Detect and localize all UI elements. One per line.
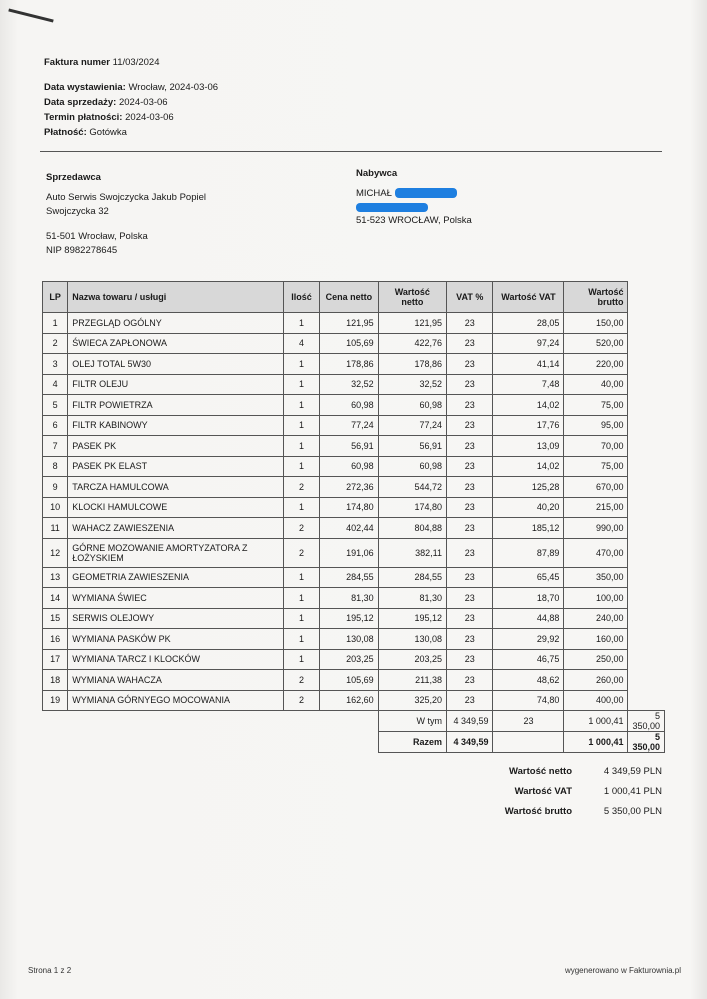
invoice-number	[44, 57, 159, 69]
item-unit-net: 130,08	[320, 629, 379, 650]
item-name: WYMIANA TARCZ I KLOCKÓW	[68, 649, 284, 670]
payment-method	[44, 127, 127, 139]
item-lp: 9	[43, 477, 68, 498]
item-net: 195,12	[378, 608, 446, 629]
item-net: 81,30	[378, 588, 446, 609]
item-net: 804,88	[378, 518, 446, 539]
seller-street: Swojczycka 32	[46, 206, 109, 217]
item-lp: 3	[43, 354, 68, 375]
item-unit-net: 121,95	[320, 313, 379, 334]
item-net: 325,20	[378, 690, 446, 711]
item-net: 60,98	[378, 456, 446, 477]
item-gross: 100,00	[564, 588, 628, 609]
summary-net	[490, 766, 662, 786]
table-header-row	[43, 282, 665, 313]
item-net: 544,72	[378, 477, 446, 498]
item-vat: 14,02	[493, 456, 564, 477]
col-unit-net: Cena netto	[320, 282, 379, 313]
table-row	[43, 567, 665, 588]
item-vat: 74,80	[493, 690, 564, 711]
item-name: GEOMETRIA ZAWIESZENIA	[68, 567, 284, 588]
summary-gross	[490, 806, 662, 826]
item-lp: 14	[43, 588, 68, 609]
item-qty: 1	[284, 497, 320, 518]
item-lp: 19	[43, 690, 68, 711]
total-vat-rate	[493, 732, 564, 753]
subtotal-vat: 1 000,41	[564, 711, 628, 732]
item-vat-rate: 23	[447, 497, 493, 518]
table-row	[43, 518, 665, 539]
item-vat: 29,92	[493, 629, 564, 650]
item-vat: 65,45	[493, 567, 564, 588]
item-unit-net: 402,44	[320, 518, 379, 539]
col-name: Nazwa towaru / usługi	[68, 282, 284, 313]
item-gross: 215,00	[564, 497, 628, 518]
item-unit-net: 284,55	[320, 567, 379, 588]
summary-gross-value: 5 350,00 PLN	[603, 806, 662, 817]
table-row	[43, 313, 665, 334]
buyer-title: Nabywca	[356, 168, 398, 179]
page-number: Strona 1 z 2	[28, 966, 72, 975]
item-vat: 14,02	[493, 395, 564, 416]
subtotal-net: 4 349,59	[447, 711, 493, 732]
item-vat: 41,14	[493, 354, 564, 375]
item-net: 121,95	[378, 313, 446, 334]
item-vat: 48,62	[493, 670, 564, 691]
buyer-block	[356, 168, 606, 227]
item-gross: 670,00	[564, 477, 628, 498]
item-name: GÓRNE MOZOWANIE AMORTYZATORA Z ŁOŻYSKIEM	[68, 538, 284, 567]
item-gross: 150,00	[564, 313, 628, 334]
table-row	[43, 415, 665, 436]
item-gross: 240,00	[564, 608, 628, 629]
item-unit-net: 191,06	[320, 538, 379, 567]
item-qty: 2	[284, 690, 320, 711]
item-gross: 40,00	[564, 374, 628, 395]
item-vat-rate: 23	[447, 518, 493, 539]
item-unit-net: 203,25	[320, 649, 379, 670]
redaction-mark	[356, 203, 428, 212]
item-vat-rate: 23	[447, 690, 493, 711]
item-gross: 250,00	[564, 649, 628, 670]
item-unit-net: 60,98	[320, 395, 379, 416]
item-lp: 5	[43, 395, 68, 416]
item-gross: 470,00	[564, 538, 628, 567]
item-vat: 28,05	[493, 313, 564, 334]
item-vat: 44,88	[493, 608, 564, 629]
table-row	[43, 649, 665, 670]
seller-block	[46, 172, 296, 257]
item-net: 56,91	[378, 436, 446, 457]
item-net: 178,86	[378, 354, 446, 375]
item-unit-net: 195,12	[320, 608, 379, 629]
item-vat-rate: 23	[447, 333, 493, 354]
item-gross: 70,00	[564, 436, 628, 457]
item-vat-rate: 23	[447, 395, 493, 416]
item-name: WYMIANA ŚWIEC	[68, 588, 284, 609]
item-lp: 15	[43, 608, 68, 629]
item-name: WYMIANA PASKÓW PK	[68, 629, 284, 650]
payment-label: Płatność:	[44, 127, 87, 138]
table-row	[43, 477, 665, 498]
item-qty: 1	[284, 313, 320, 334]
item-qty: 1	[284, 608, 320, 629]
table-row	[43, 333, 665, 354]
item-vat-rate: 23	[447, 629, 493, 650]
col-qty: Ilość	[284, 282, 320, 313]
item-vat-rate: 23	[447, 608, 493, 629]
item-lp: 1	[43, 313, 68, 334]
item-vat: 13,09	[493, 436, 564, 457]
item-name: WAHACZ ZAWIESZENIA	[68, 518, 284, 539]
item-qty: 1	[284, 649, 320, 670]
col-lp: LP	[43, 282, 68, 313]
item-lp: 16	[43, 629, 68, 650]
item-gross: 160,00	[564, 629, 628, 650]
item-qty: 1	[284, 588, 320, 609]
table-row	[43, 456, 665, 477]
item-qty: 2	[284, 538, 320, 567]
item-name: OLEJ TOTAL 5W30	[68, 354, 284, 375]
item-name: KLOCKI HAMULCOWE	[68, 497, 284, 518]
item-unit-net: 56,91	[320, 436, 379, 457]
item-qty: 1	[284, 567, 320, 588]
item-vat: 46,75	[493, 649, 564, 670]
item-lp: 6	[43, 415, 68, 436]
summary-box	[490, 766, 662, 826]
item-net: 174,80	[378, 497, 446, 518]
item-unit-net: 174,80	[320, 497, 379, 518]
item-qty: 2	[284, 670, 320, 691]
item-qty: 1	[284, 354, 320, 375]
item-unit-net: 162,60	[320, 690, 379, 711]
seller-city: 51-501 Wrocław, Polska	[46, 231, 148, 242]
item-unit-net: 81,30	[320, 588, 379, 609]
item-vat: 97,24	[493, 333, 564, 354]
item-vat: 40,20	[493, 497, 564, 518]
item-net: 211,38	[378, 670, 446, 691]
summary-net-label: Wartość netto	[509, 766, 572, 777]
items-table	[42, 281, 665, 753]
item-lp: 17	[43, 649, 68, 670]
item-qty: 1	[284, 395, 320, 416]
item-unit-net: 105,69	[320, 670, 379, 691]
payment-value: Gotówka	[89, 127, 127, 138]
item-gross: 520,00	[564, 333, 628, 354]
item-vat-rate: 23	[447, 538, 493, 567]
item-net: 32,52	[378, 374, 446, 395]
item-qty: 2	[284, 518, 320, 539]
subtotal-vat-rate: 23	[493, 711, 564, 732]
item-unit-net: 178,86	[320, 354, 379, 375]
invoice-number-value: 11/03/2024	[112, 57, 160, 68]
table-row	[43, 354, 665, 375]
item-name: PASEK PK	[68, 436, 284, 457]
summary-vat-value: 1 000,41 PLN	[603, 786, 662, 797]
item-net: 60,98	[378, 395, 446, 416]
table-row	[43, 588, 665, 609]
table-row	[43, 436, 665, 457]
item-gross: 350,00	[564, 567, 628, 588]
item-vat: 87,89	[493, 538, 564, 567]
item-vat: 7,48	[493, 374, 564, 395]
summary-vat-label: Wartość VAT	[514, 786, 572, 797]
buyer-name: MICHAŁ	[356, 188, 392, 199]
col-net-value: Wartość netto	[378, 282, 446, 313]
item-lp: 12	[43, 538, 68, 567]
generated-by: wygenerowano w Fakturownia.pl	[564, 966, 681, 975]
total-gross: 5 350,00	[628, 732, 665, 753]
sale-date-label: Data sprzedaży:	[44, 97, 117, 108]
item-qty: 1	[284, 456, 320, 477]
item-name: SERWIS OLEJOWY	[68, 608, 284, 629]
item-name: TARCZA HAMULCOWA	[68, 477, 284, 498]
sale-date-value: 2024-03-06	[118, 97, 168, 108]
item-name: PASEK PK ELAST	[68, 456, 284, 477]
item-gross: 75,00	[564, 395, 628, 416]
total-label: Razem	[378, 732, 446, 753]
item-vat-rate: 23	[447, 354, 493, 375]
table-row	[43, 690, 665, 711]
item-qty: 1	[284, 436, 320, 457]
item-qty: 1	[284, 629, 320, 650]
item-vat: 125,28	[493, 477, 564, 498]
table-row	[43, 670, 665, 691]
item-unit-net: 272,36	[320, 477, 379, 498]
item-net: 422,76	[378, 333, 446, 354]
col-gross-value: Wartość brutto	[564, 282, 628, 313]
item-vat-rate: 23	[447, 567, 493, 588]
issue-date-label: Data wystawienia:	[44, 82, 126, 93]
item-vat-rate: 23	[447, 313, 493, 334]
item-vat: 18,70	[493, 588, 564, 609]
item-gross: 260,00	[564, 670, 628, 691]
due-date	[44, 112, 174, 124]
item-name: FILTR KABINOWY	[68, 415, 284, 436]
item-vat-rate: 23	[447, 374, 493, 395]
seller-name: Auto Serwis Swojczycka Jakub Popiel	[46, 192, 206, 203]
item-lp: 2	[43, 333, 68, 354]
item-lp: 8	[43, 456, 68, 477]
item-vat-rate: 23	[447, 477, 493, 498]
item-qty: 1	[284, 415, 320, 436]
table-row	[43, 608, 665, 629]
item-vat-rate: 23	[447, 649, 493, 670]
subtotal-label: W tym	[378, 711, 446, 732]
pen-mark	[8, 8, 53, 22]
item-net: 203,25	[378, 649, 446, 670]
summary-vat	[490, 786, 662, 806]
sale-date	[44, 97, 168, 109]
item-qty: 4	[284, 333, 320, 354]
buyer-city: 51-523 WROCŁAW, Polska	[356, 215, 472, 226]
summary-net-value: 4 349,59 PLN	[603, 766, 662, 777]
subtotal-row	[43, 711, 665, 732]
item-unit-net: 60,98	[320, 456, 379, 477]
total-net: 4 349,59	[447, 732, 493, 753]
total-vat: 1 000,41	[564, 732, 628, 753]
redaction-mark	[395, 188, 457, 198]
issue-date	[44, 82, 218, 94]
item-lp: 11	[43, 518, 68, 539]
table-row	[43, 374, 665, 395]
seller-title: Sprzedawca	[46, 172, 101, 183]
item-gross: 990,00	[564, 518, 628, 539]
table-row	[43, 395, 665, 416]
item-net: 130,08	[378, 629, 446, 650]
subtotal-gross: 5 350,00	[628, 711, 665, 732]
summary-gross-label: Wartość brutto	[504, 806, 572, 817]
item-vat: 17,76	[493, 415, 564, 436]
item-lp: 7	[43, 436, 68, 457]
item-net: 382,11	[378, 538, 446, 567]
invoice-number-label: Faktura numer	[44, 57, 110, 68]
total-row	[43, 732, 665, 753]
item-name: WYMIANA WAHACZA	[68, 670, 284, 691]
item-lp: 10	[43, 497, 68, 518]
item-lp: 18	[43, 670, 68, 691]
item-net: 284,55	[378, 567, 446, 588]
item-lp: 13	[43, 567, 68, 588]
col-vat-rate: VAT %	[447, 282, 493, 313]
item-qty: 1	[284, 374, 320, 395]
seller-nip: NIP 8982278645	[46, 245, 118, 256]
header-divider	[40, 151, 662, 152]
item-vat-rate: 23	[447, 588, 493, 609]
item-lp: 4	[43, 374, 68, 395]
due-date-value: 2024-03-06	[125, 112, 174, 123]
item-vat-rate: 23	[447, 415, 493, 436]
item-name: ŚWIECA ZAPŁONOWA	[68, 333, 284, 354]
item-vat-rate: 23	[447, 456, 493, 477]
issue-date-value: Wrocław, 2024-03-06	[128, 82, 219, 93]
item-vat-rate: 23	[447, 670, 493, 691]
table-row	[43, 538, 665, 567]
due-date-label: Termin płatności:	[44, 112, 123, 123]
item-vat-rate: 23	[447, 436, 493, 457]
col-vat-value: Wartość VAT	[493, 282, 564, 313]
item-name: PRZEGLĄD OGÓLNY	[68, 313, 284, 334]
item-unit-net: 32,52	[320, 374, 379, 395]
item-name: WYMIANA GÓRNYEGO MOCOWANIA	[68, 690, 284, 711]
item-unit-net: 77,24	[320, 415, 379, 436]
item-qty: 2	[284, 477, 320, 498]
item-name: FILTR OLEJU	[68, 374, 284, 395]
item-vat: 185,12	[493, 518, 564, 539]
item-gross: 400,00	[564, 690, 628, 711]
item-net: 77,24	[378, 415, 446, 436]
item-name: FILTR POWIETRZA	[68, 395, 284, 416]
item-gross: 75,00	[564, 456, 628, 477]
table-row	[43, 497, 665, 518]
item-gross: 220,00	[564, 354, 628, 375]
table-row	[43, 629, 665, 650]
item-gross: 95,00	[564, 415, 628, 436]
item-unit-net: 105,69	[320, 333, 379, 354]
